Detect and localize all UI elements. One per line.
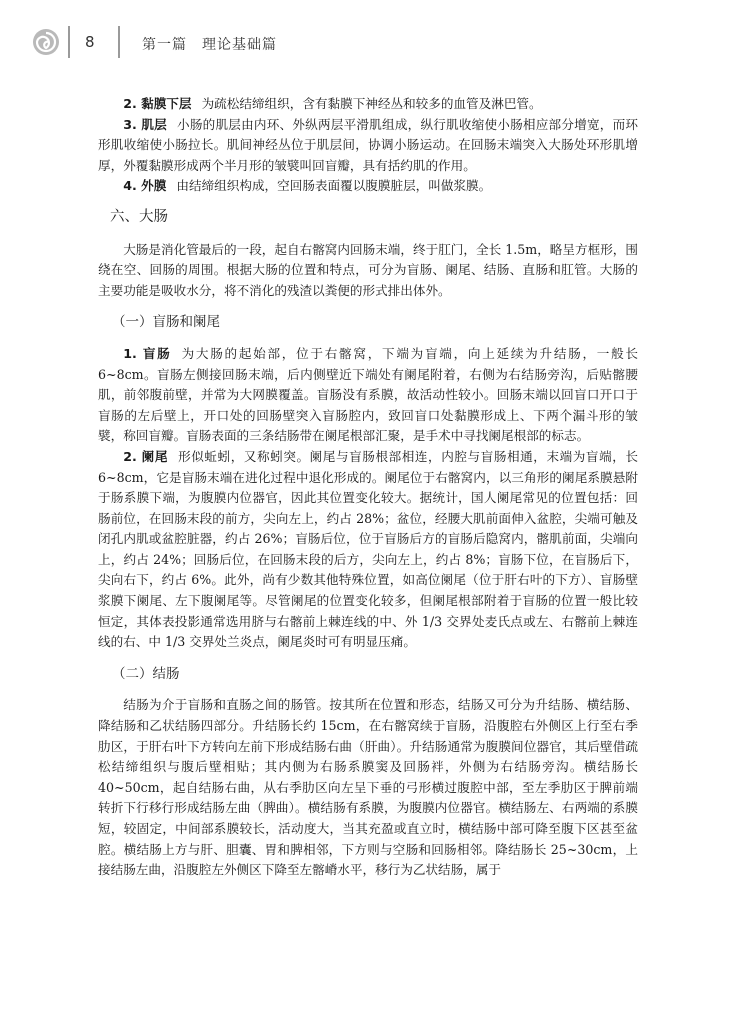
spiral-logo-icon bbox=[32, 28, 60, 56]
text-muscle: 小肠的肌层由内环、外纵两层平滑肌组成，纵行肌收缩使小肠相应部分增宽，而环形肌收缩使小肠拉长。肌间神经丛位于肌层间，协调小肠运动。在回肠末端突入大肠处环形肌增厚，外覆黏膜形成两个半月形的皱襞叫回盲瓣，具有括约肌的作用。 bbox=[98, 116, 639, 173]
paragraph-large-intestine-intro: 大肠是消化管最后的一段，起自右髂窝内回肠末端，终于肛门，全长 1.5m，略呈方框形，围绕在空、回肠的周围。根据大肠的位置和特点，可分为盲肠、阑尾、结肠、直肠和肛管。大肠的主要功能是吸收水分，将不消化的残渣以粪便的形式排出体外。 bbox=[98, 241, 638, 298]
text-submucosa: 为疏松结缔组织，含有黏膜下神经丛和较多的血管及淋巴管。 bbox=[201, 96, 542, 111]
term-submucosa: 2. 黏膜下层 bbox=[123, 96, 192, 111]
paragraph-serosa bbox=[98, 176, 638, 197]
chapter-title: 第一篇 理论基础篇 bbox=[142, 37, 277, 53]
paragraph-cecum bbox=[98, 344, 638, 447]
text-cecum: 为大肠的起始部，位于右髂窝，下端为盲端，向上延续为升结肠，一般长 6~8cm。盲肠左侧接回肠末端，后内侧壁近下端处有阑尾附着，右侧为右结肠旁沟，后贴髂腰肌，前邻腹前壁，并常为大网膜覆盖。盲肠没有系膜，故活动性较小。回肠末端以回盲口开口于盲肠的左后壁上，开口处的回肠壁突入盲肠腔内，致回盲口处黏膜形成上、下两个漏斗形的皱襞，称回盲瓣。盲肠表面的三条结肠带在阑尾根部汇聚，是手术中寻找阑尾根部的标志。 bbox=[98, 345, 639, 444]
heading-cecum-appendix: （一）盲肠和阑尾 bbox=[112, 314, 220, 331]
text-serosa: 由结缔组织构成，空回肠表面覆以腹膜脏层，叫做浆膜。 bbox=[176, 178, 492, 194]
paragraph-colon: 结肠为介于盲肠和直肠之间的肠管。按其所在位置和形态，结肠又可分为升结肠、横结肠、降结肠和乙状结肠四部分。升结肠长约 15cm，在右髂窝续于盲肠，沿腹腔右外侧区上行至右季肋区，于肝右叶下方转向左前下形成结肠右曲（肝曲）。升结肠通常为腹膜间位器官，其后壁借疏松结缔组织与腹后壁相贴；其内侧为右肠系膜窦及回肠袢，外侧为右结肠旁沟。横结肠长 40~50cm，起自结肠右曲，从右季肋区向左呈下垂的弓形横过腹腔中部，至左季肋区于脾前端转折下行移行形成结肠左曲（脾曲）。横结肠有系膜，为腹膜内位器官。横结肠左、右两端的系膜短，较固定，中间部系膜较长，活动度大，当其充盈或直立时，横结肠中部可降至腹下区甚至盆腔。横结肠上方与肝、胆囊、胃和脾相邻，下方则与空肠和回肠相邻。降结肠长 25~30cm，上接结肠左曲，沿腹腔左外侧区下降至左髂嵴水平，移行为乙状结肠，属于 bbox=[98, 697, 638, 878]
page-body bbox=[98, 94, 638, 881]
text-appendix: 形似蚯蚓，又称蚓突。阑尾与盲肠根部相连，内腔与盲肠相通，末端为盲端，长 6~8cm，它是盲肠末端在进化过程中退化形成的。阑尾位于右髂窝内，以三角形的阑尾系膜悬附于肠系膜下端，为腹膜内位器官，因此其位置变化较大。据统计，国人阑尾常见的位置包括：回肠前位，在回肠末段的前方，尖向左上，约占 28%；盆位，经腰大肌前面伸入盆腔，尖端可触及闭孔内肌或盆腔脏器，约占 26%；盲肠后位，位于盲肠后方的盲肠后隐窝内，髂肌前面，尖端向上，约占 24%；回肠后位，在回肠末段的后方，尖向左上，约占 8%；盲肠下位，在盲肠后下，尖向右下，约占 6%。此外，尚有少数其他特殊位置，如高位阑尾（位于肝右叶的下方）、盲肠壁浆膜下阑尾、左下腹阑尾等。尽管阑尾的位置变化较多，但阑尾根部附着于盲肠的位置一般比较恒定，其体表投影通常选用脐与右髂前上棘连线的中、外 1/3 交界处麦氏点或左、右髂前上棘连线的右、中 1/3 交界处兰炎点，阑尾炎时可有明显压痛。 bbox=[98, 448, 638, 650]
heading-colon: （二）结肠 bbox=[112, 665, 180, 682]
page-number: 8 bbox=[85, 33, 95, 51]
paragraph-muscle bbox=[98, 115, 638, 177]
term-muscle: 3. 肌层 bbox=[123, 116, 167, 132]
header-divider-right bbox=[118, 26, 120, 58]
paragraph-appendix bbox=[98, 447, 638, 653]
term-cecum: 1. 盲肠 bbox=[123, 345, 172, 361]
term-serosa: 4. 外膜 bbox=[123, 178, 167, 194]
page-header bbox=[0, 0, 730, 70]
paragraph-submucosa bbox=[98, 94, 638, 115]
heading-large-intestine: 六、大肠 bbox=[110, 208, 168, 225]
term-appendix: 2. 阑尾 bbox=[123, 448, 168, 464]
header-divider-left bbox=[68, 26, 70, 58]
